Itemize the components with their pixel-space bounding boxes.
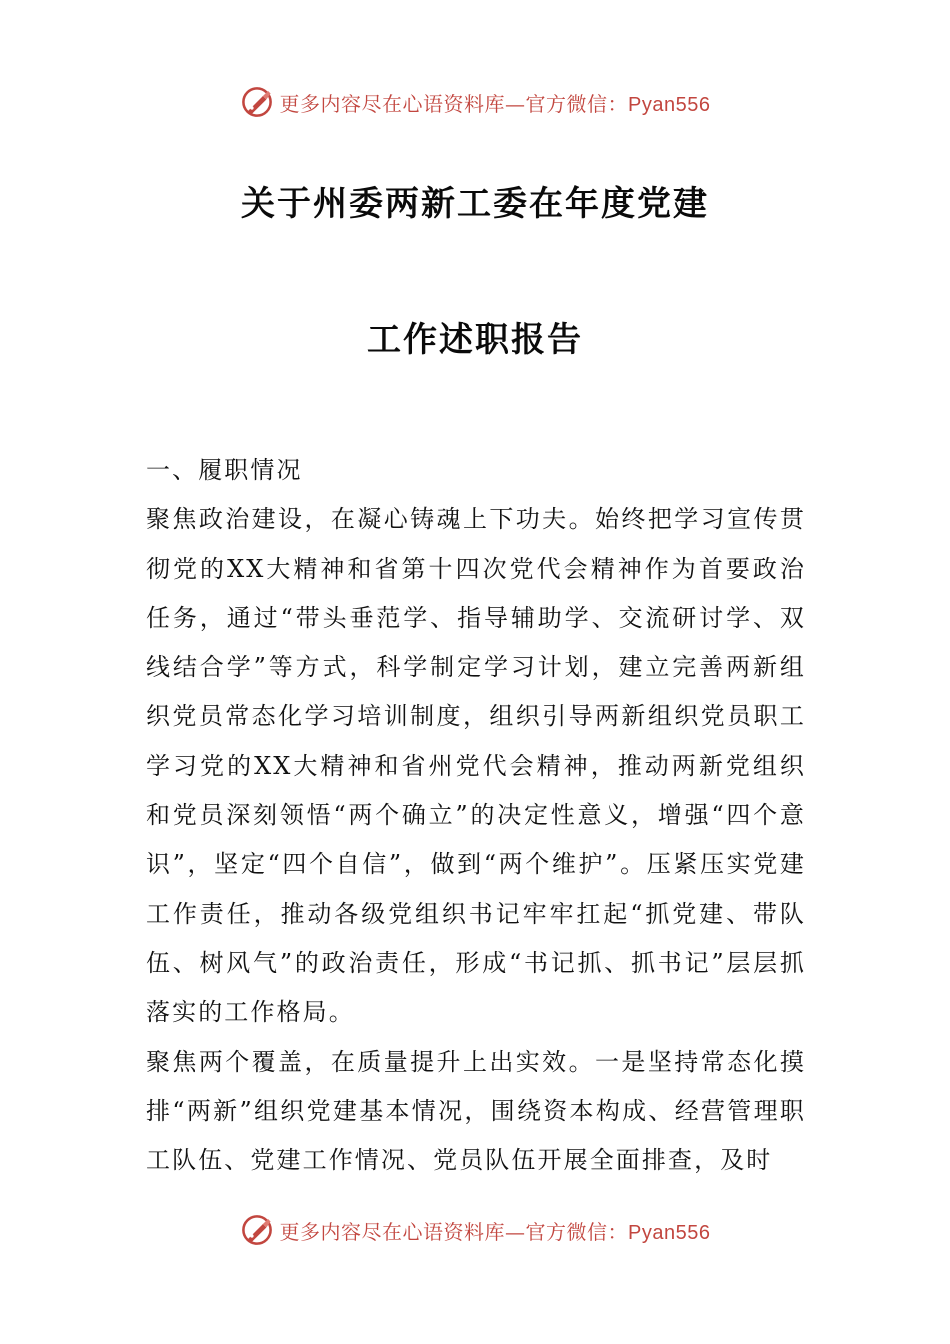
watermark-contact: Pyan556 — [628, 1221, 711, 1244]
watermark-header — [0, 82, 950, 122]
pen-nib-logo-icon — [240, 85, 274, 119]
watermark-footer — [0, 1210, 950, 1250]
watermark-contact: Pyan556 — [628, 93, 711, 116]
pen-nib-logo-icon — [240, 1213, 274, 1247]
section-heading: 一、履职情况 — [146, 456, 303, 484]
watermark-label: 更多内容尽在心语资料库—官方微信： — [279, 91, 629, 116]
watermark-label: 更多内容尽在心语资料库—官方微信： — [279, 1219, 629, 1244]
document-title-line-2: 工作述职报告 — [367, 320, 583, 360]
document-title-line-1: 关于州委两新工委在年度党建 — [241, 184, 709, 224]
body-paragraph: 聚焦政治建设，在凝心铸魂上下功夫。始终把学习宣传贯彻党的XX大精神和省第十四次党代会精神作为首要政治任务，通过“带头垂范学、指导辅助学、交流研讨学、双线结合学”等方式，科学制定学习计划，建立完善两新组织党员常态化学习培训制度，组织引导两新组织党员职工学习党的XX大精神和省州党代会精神，推动两新党组织和党员深刻领悟“两个确立”的决定性意义，增强“四个意识”，坚定“四个自信”，做到“两个维护”。压紧压实党建工作责任，推动各级党组织书记牢牢扛起“抓党建、带队伍、树风气”的政治责任，形成“书记抓、抓书记”层层抓落实的工作格局。 — [146, 505, 806, 1027]
watermark-text — [280, 1216, 711, 1245]
document-body — [146, 446, 806, 1185]
watermark-text — [280, 88, 711, 117]
body-paragraph: 聚焦两个覆盖，在质量提升上出实效。一是坚持常态化摸排“两新”组织党建基本情况，围绕资本构成、经营管理职工队伍、党建工作情况、党员队伍开展全面排查，及时 — [146, 1047, 806, 1175]
